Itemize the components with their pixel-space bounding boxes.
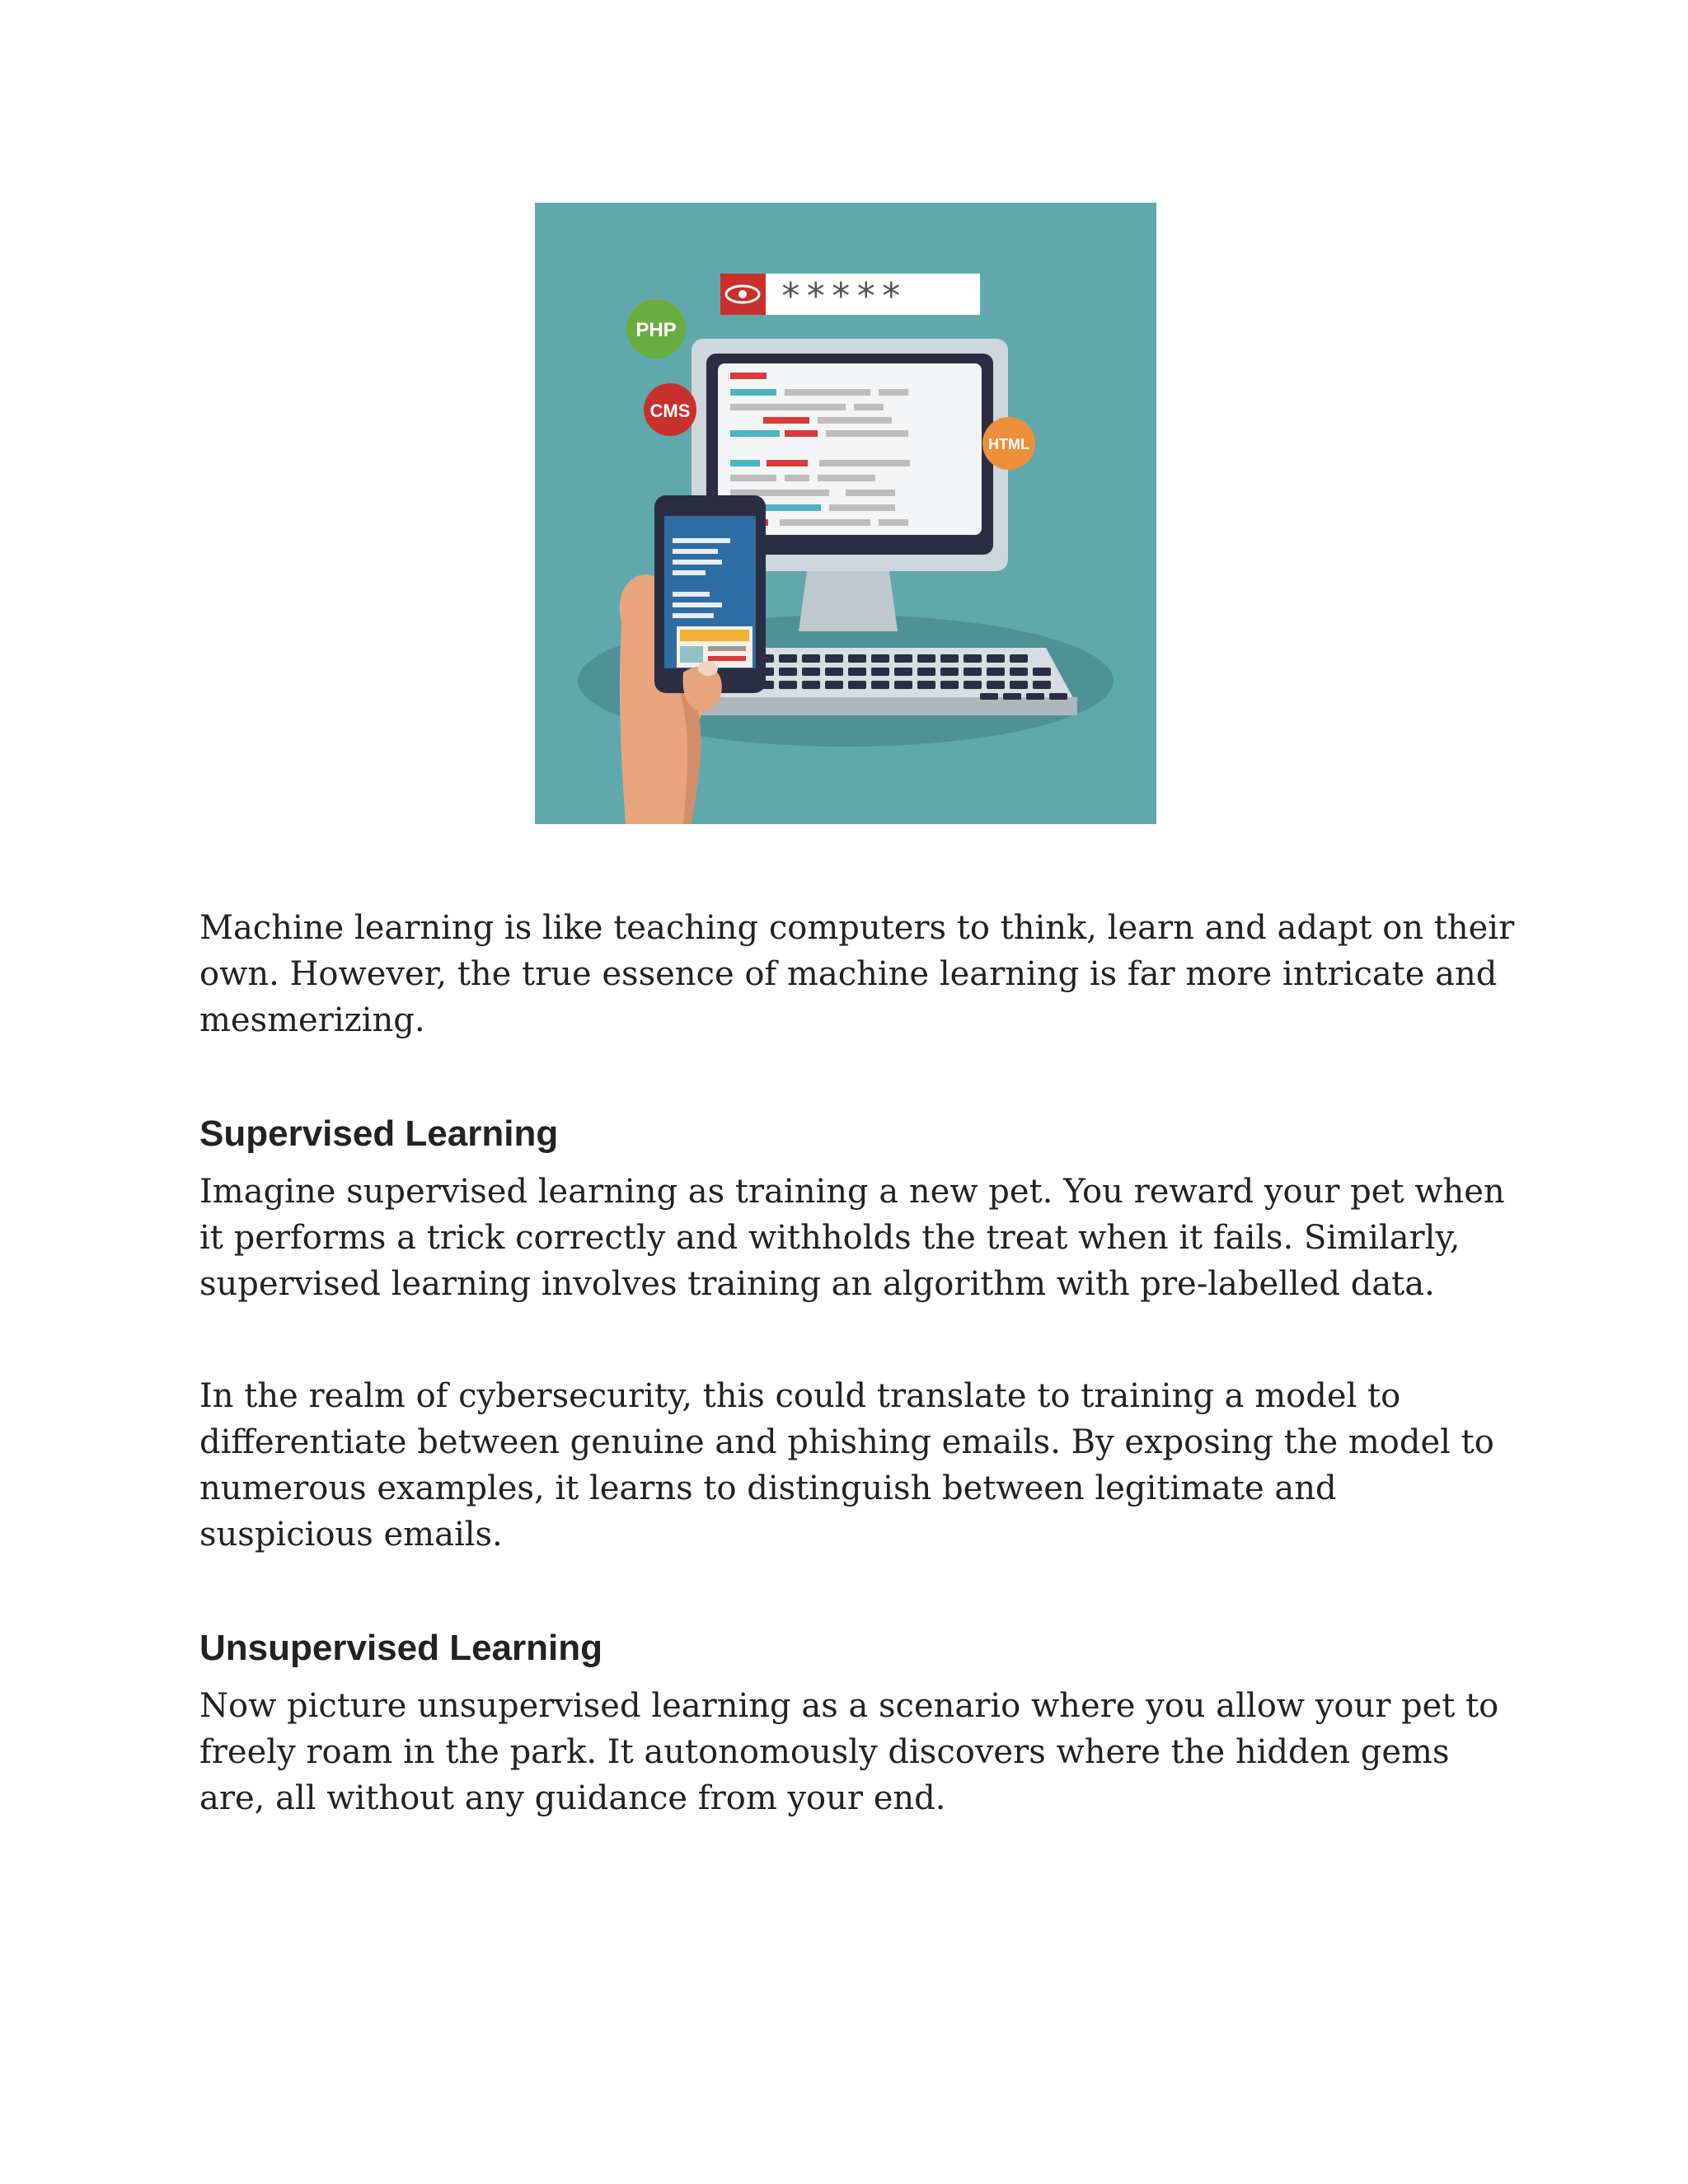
supervised-learning-heading: Supervised Learning bbox=[199, 1113, 559, 1154]
password-mask-text: ***** bbox=[780, 275, 906, 317]
unsupervised-paragraph: Now picture unsupervised learning as a scenario where you allow your pet to freely roam in the park. It autonomously discovers where the hidden gems are, all without any guidance from your end. bbox=[199, 1687, 1499, 1817]
php-badge-label: PHP bbox=[635, 319, 677, 341]
cms-badge bbox=[644, 383, 696, 436]
cms-badge-label: CMS bbox=[649, 401, 691, 421]
supervised-paragraph: Imagine supervised learning as training a new pet. You reward your pet when it performs a trick correctly and withholds the treat when it fails. Similarly, supervised learning involves training an algorithm with pre-labelled data. bbox=[199, 1173, 1505, 1303]
html-badge bbox=[982, 417, 1035, 470]
hero-illustration bbox=[535, 203, 1156, 824]
php-badge bbox=[626, 299, 686, 359]
html-badge-label: HTML bbox=[988, 436, 1029, 452]
password-field-graphic bbox=[720, 274, 980, 317]
intro-paragraph: Machine learning is like teaching computers to think, learn and adapt on their own. However, the true essence of machine learning is far more intricate and mesmerizing. bbox=[199, 909, 1515, 1039]
supervised-cybersecurity-paragraph: In the realm of cybersecurity, this could translate to training a model to differentiate between genuine and phishing emails. By exposing the model to numerous examples, it learns to distinguish between legitimate and suspicious emails. bbox=[199, 1377, 1494, 1554]
unsupervised-learning-heading: Unsupervised Learning bbox=[199, 1628, 603, 1668]
